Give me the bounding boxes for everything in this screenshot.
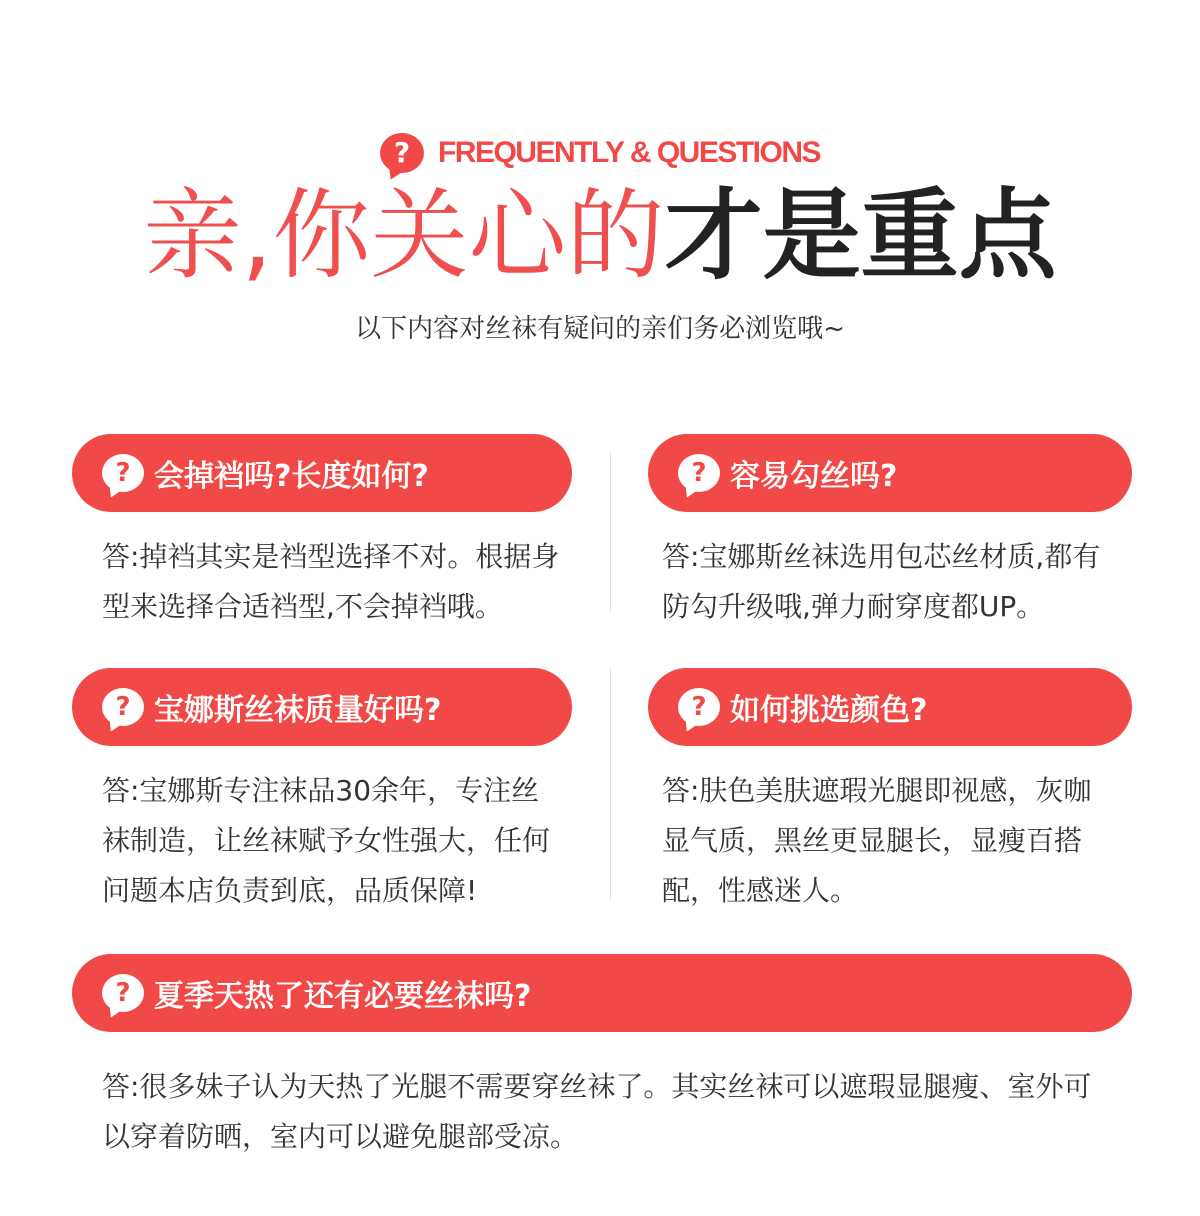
main-title-light: 亲,你关心的	[143, 179, 665, 293]
main-title-bold: 才是重点	[664, 179, 1057, 293]
question-bubble-icon: ?	[380, 133, 424, 173]
faq-question: 容易勾丝吗?	[730, 459, 898, 494]
question-bubble-icon: ?	[102, 688, 144, 726]
faq-question: 会掉裆吗?长度如何?	[154, 459, 429, 494]
faq-answer: 答:肤色美肤遮瑕光腿即视感，灰咖显气质，黑丝更显腿长，显瘦百搭配，性感迷人。	[662, 774, 1092, 907]
question-bubble-icon: ?	[678, 454, 720, 492]
question-bubble-icon: ?	[678, 688, 720, 726]
question-bubble-icon: ?	[102, 454, 144, 492]
faq-answer: 答:很多妹子认为天热了光腿不需要穿丝袜了。其实丝袜可以遮瑕显腿瘦、室外可以穿着防晒，室内可以避免腿部受凉。	[102, 1070, 1092, 1153]
faq-question: 宝娜斯丝袜质量好吗?	[154, 693, 442, 728]
faq-answer: 答:掉裆其实是裆型选择不对。根据身型来选择合适裆型,不会掉裆哦。	[102, 540, 560, 623]
question-bubble-icon: ?	[102, 974, 144, 1012]
header-tag	[0, 128, 1200, 178]
faq-question: 夏季天热了还有必要丝袜吗?	[154, 979, 532, 1014]
faq-question-pill	[648, 668, 1132, 746]
faq-question: 如何挑选颜色?	[730, 693, 928, 728]
faq-question-pill	[72, 434, 572, 512]
subtitle: 以下内容对丝袜有疑问的亲们务必浏览哦~	[355, 314, 845, 344]
column-divider	[610, 668, 611, 900]
header-tag-text: FREQUENTLY & QUESTIONS	[437, 136, 821, 169]
faq-question-pill	[648, 434, 1132, 512]
faq-question-pill	[72, 954, 1132, 1032]
main-title	[0, 176, 1200, 296]
faq-answer: 答:宝娜斯专注袜品30余年，专注丝袜制造，让丝袜赋予女性强大，任何问题本店负责到底，品质保障!	[102, 774, 551, 907]
column-divider	[610, 452, 611, 612]
faq-answer: 答:宝娜斯丝袜选用包芯丝材质,都有防勾升级哦,弹力耐穿度都UP。	[662, 540, 1101, 623]
faq-question-pill	[72, 668, 572, 746]
